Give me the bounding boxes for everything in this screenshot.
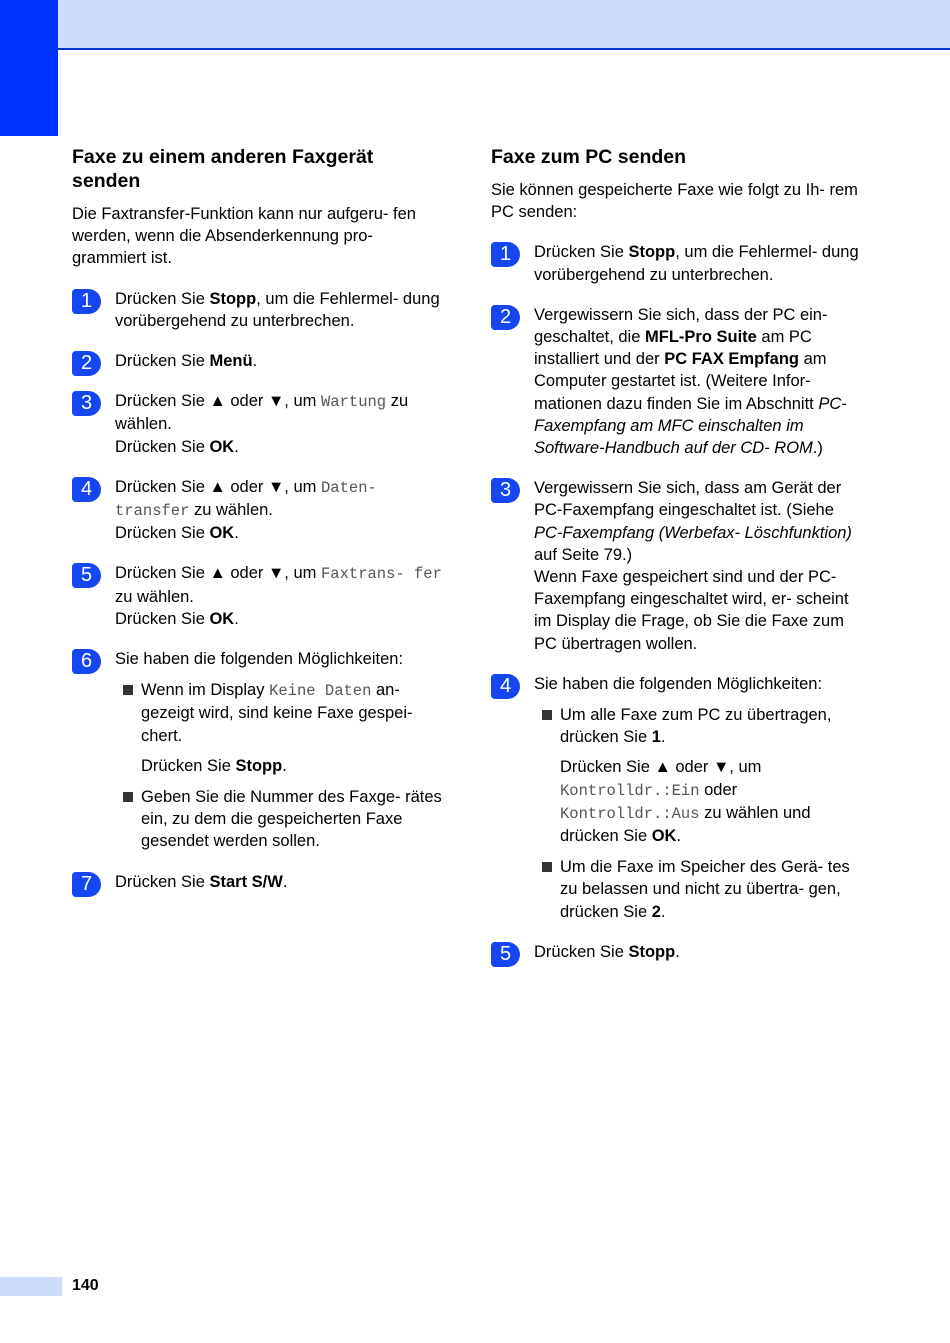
step-text: zu wählen. — [115, 587, 194, 606]
section-intro: Sie können gespeicherte Faxe wie folgt zu Ih- rem PC senden: — [491, 181, 858, 222]
bullet-subpara — [115, 755, 442, 777]
step-3 — [491, 477, 861, 655]
step-1 — [72, 288, 442, 332]
step-text: Sie haben die folgenden Möglichkeiten: — [115, 650, 404, 669]
step-keyword: MFL-Pro Suite — [645, 328, 757, 347]
bullet-text: oder — [699, 780, 738, 799]
step-number-badge: 3 — [491, 478, 520, 503]
step-text: auf Seite 79.) — [534, 545, 633, 564]
step-keyword: Stopp — [628, 243, 676, 262]
step-3 — [72, 390, 442, 458]
step-text: Drücken Sie — [115, 289, 210, 308]
display-text: Kontrolldr.:Aus — [560, 804, 700, 823]
bullet-square-icon — [123, 685, 133, 695]
display-text: Daten- transfer — [115, 478, 377, 521]
step-keyword: PC FAX Empfang — [664, 350, 800, 369]
bullet-text: Drücken Sie — [141, 756, 236, 775]
step-text: Drücken Sie — [115, 352, 210, 371]
step-text: am PC installiert und der — [534, 328, 812, 369]
step-text: Drücken Sie ▲ oder ▼, um — [115, 392, 321, 411]
step-2 — [491, 304, 861, 459]
step-number-badge: 6 — [72, 649, 101, 674]
step-text: Sie haben die folgenden Möglichkeiten: — [534, 674, 823, 693]
step-keyword: Menü — [209, 352, 253, 371]
page-number-bar — [0, 1277, 62, 1296]
step-keyword: Stopp — [209, 289, 257, 308]
bullet-square-icon — [123, 792, 133, 802]
step-7 — [72, 871, 442, 893]
step-text: Drücken Sie ▲ oder ▼, um — [115, 477, 321, 496]
step-number-badge: 3 — [72, 391, 101, 416]
bullet-text: an- gezeigt wird, sind keine Faxe gespei- chert. — [141, 681, 413, 745]
step-text: , um die Fehlermel- dung vorübergehend zu unterbrechen. — [115, 289, 440, 330]
step-number-badge: 5 — [491, 942, 520, 967]
step-text: Drücken Sie — [115, 609, 210, 628]
step-keyword: OK — [209, 437, 235, 456]
step-text: Wenn Faxe gespeichert sind und der PC-Faxempfang eingeschaltet wird, er- scheint im Display die Frage, ob Sie die Faxe zum PC übertragen wollen. — [534, 568, 849, 653]
step-keyword: 2 — [651, 902, 661, 921]
step-5 — [491, 941, 861, 963]
bullet-text: . — [282, 756, 287, 775]
bullet-text: . — [676, 827, 682, 846]
bullet-text: Um alle Faxe zum PC zu übertragen, drücken Sie — [560, 706, 832, 747]
step-text: am Computer gestartet ist. (Weitere Infor- mationen dazu finden Sie im Abschnitt — [534, 350, 827, 413]
left-column — [72, 145, 442, 893]
step-text: .) — [812, 439, 823, 458]
step-text: . — [282, 872, 288, 891]
chapter-tab — [0, 0, 58, 136]
step-text: Drücken Sie — [115, 872, 210, 891]
step-keyword: OK — [651, 827, 677, 846]
step-text: Drücken Sie — [534, 243, 629, 262]
step-text: . — [252, 352, 258, 371]
step-text: Drücken Sie — [115, 437, 210, 456]
display-text: Keine Daten — [269, 682, 372, 701]
step-text: zu wählen. — [115, 392, 409, 434]
step-text: Drücken Sie ▲ oder ▼, um — [115, 564, 321, 583]
step-keyword: OK — [209, 609, 235, 628]
bullet-text: zu wählen und drücken Sie — [560, 803, 811, 846]
step-keyword: Stopp — [235, 756, 283, 775]
option-bullet — [115, 679, 442, 747]
display-text: Kontrolldr.:Ein — [560, 781, 700, 800]
step-number-badge: 4 — [491, 674, 520, 699]
step-4 — [491, 673, 861, 923]
bullet-text: Geben Sie die Nummer des Faxge- rätes ein, zu dem die gespeicherten Faxe gesendet werden sollen. — [141, 788, 442, 851]
step-number-badge: 5 — [72, 563, 101, 588]
display-text: Faxtrans- fer — [320, 565, 442, 584]
step-number-badge: 4 — [72, 477, 101, 502]
bullet-square-icon — [542, 710, 552, 720]
step-2 — [72, 350, 442, 375]
option-bullet — [534, 704, 861, 748]
step-6 — [72, 648, 442, 853]
step-keyword: Start S/W — [209, 872, 283, 891]
step-keyword: Stopp — [628, 942, 676, 961]
step-text: . — [234, 524, 239, 543]
bullet-subpara — [534, 756, 861, 847]
step-text: . — [234, 437, 239, 456]
bullet-text: Um die Faxe im Speicher des Gerä- tes zu belassen und nicht zu übertra- gen, drücken Sie — [560, 858, 850, 921]
option-bullet — [115, 786, 442, 853]
step-number-badge: 2 — [491, 305, 520, 330]
header-band — [0, 0, 950, 50]
step-text: Vergewissern Sie sich, dass der PC ein- geschaltet, die — [534, 305, 828, 347]
step-number-badge: 2 — [72, 351, 101, 376]
step-1 — [491, 241, 861, 285]
bullet-text: Drücken Sie ▲ oder ▼, um — [560, 758, 762, 777]
step-4 — [72, 476, 442, 545]
step-5 — [72, 562, 442, 630]
cross-reference: PC-Faxempfang (Werbefax- Löschfunktion) — [534, 523, 852, 542]
cross-reference: PC-Faxempfang am MFC einschalten im Software-Handbuch auf der CD- ROM — [534, 394, 847, 458]
bullet-text: Wenn im Display — [141, 681, 270, 700]
page-number: 140 — [72, 1277, 99, 1294]
step-text: Drücken Sie — [534, 942, 629, 961]
step-text: . — [675, 942, 680, 961]
section-heading-fax-to-pc: Faxe zum PC senden — [491, 146, 687, 168]
section-intro: Die Faxtransfer-Funktion kann nur aufgeru- fen werden, wenn die Absenderkennung pro- grammiert ist. — [72, 205, 416, 268]
step-number-badge: 7 — [72, 872, 101, 897]
option-bullet — [534, 856, 861, 923]
step-number-badge: 1 — [491, 242, 520, 267]
right-column — [491, 145, 861, 963]
step-text: . — [234, 609, 239, 628]
bullet-square-icon — [542, 862, 552, 872]
step-text: Drücken Sie — [115, 524, 210, 543]
bullet-text: . — [660, 902, 666, 921]
display-text: Wartung — [320, 393, 387, 412]
step-text: , um die Fehlermel- dung vorübergehend zu unterbrechen. — [534, 243, 859, 284]
step-keyword: 1 — [651, 728, 661, 747]
step-text: zu wählen. — [189, 501, 273, 520]
step-number-badge: 1 — [72, 289, 101, 314]
step-keyword: OK — [209, 524, 235, 543]
section-heading-fax-forward: Faxe zu einem anderen Faxgerät senden — [72, 146, 374, 192]
step-text: Vergewissern Sie sich, dass am Gerät der PC-Faxempfang eingeschaltet ist. (Siehe — [534, 479, 842, 520]
bullet-text: . — [660, 728, 666, 747]
